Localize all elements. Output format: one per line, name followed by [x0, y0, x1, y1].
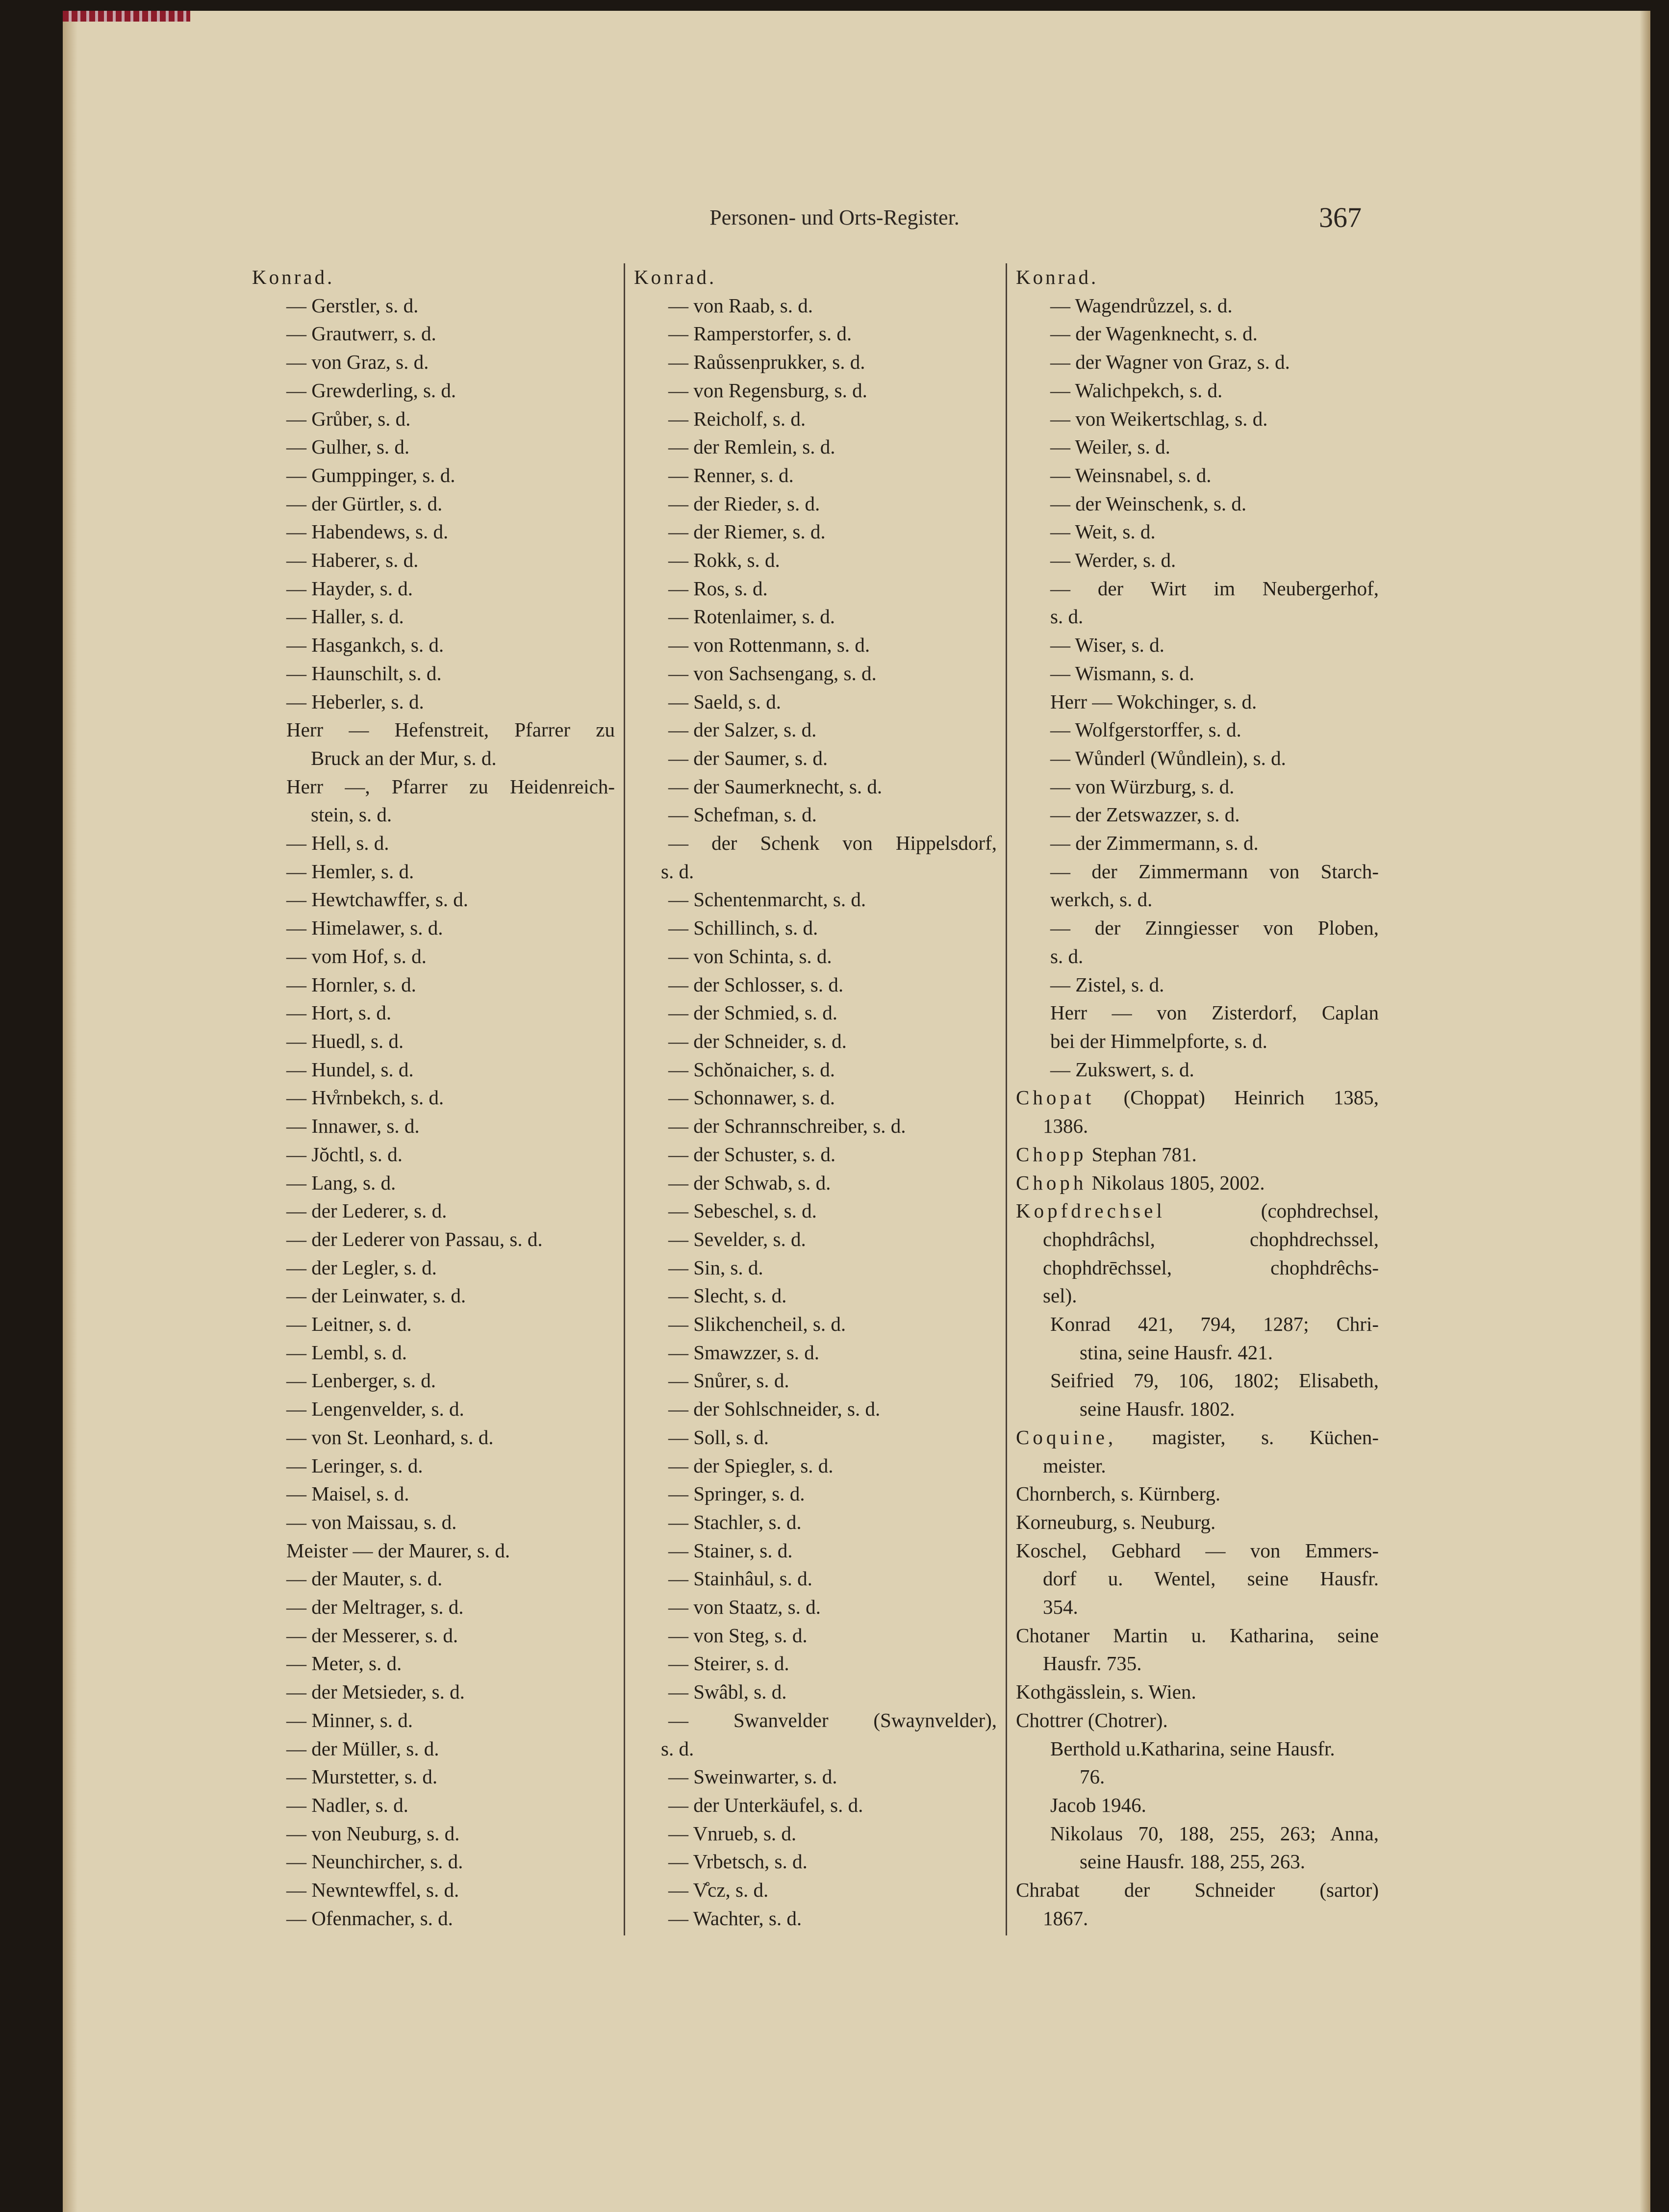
index-entry: — von Raab, s. d. — [668, 294, 813, 317]
index-entry: — Gumppinger, s. d. — [286, 463, 455, 486]
index-entry: — von Steg, s. d. — [668, 1624, 808, 1647]
index-column-2 — [634, 263, 997, 1932]
index-entry: — Gulher, s. d. — [286, 435, 410, 458]
index-entry: — der Unterkäufel, s. d. — [668, 1793, 863, 1816]
index-entry: — der Metsieder, s. d. — [286, 1680, 465, 1703]
index-headword-entry: Kopfdrechsel (cophdrechsel, — [1016, 1199, 1379, 1222]
index-entry: — der Wirt im Neubergerhof, — [1050, 577, 1379, 600]
index-entry-continuation: werkch, s. d. — [1050, 888, 1153, 911]
index-entry-continuation: s. d. — [661, 860, 694, 883]
index-entry: — Newntewffel, s. d. — [286, 1879, 459, 1902]
index-entry: — der Schrannschreiber, s. d. — [668, 1115, 906, 1138]
index-entry: — Meter, s. d. — [286, 1652, 402, 1675]
index-entry: — Innawer, s. d. — [286, 1115, 420, 1138]
headword: Koschel, — [1016, 1539, 1087, 1562]
index-entry-continuation: bei der Himmelpforte, s. d. — [1050, 1029, 1267, 1052]
index-entry: — der Salzer, s. d. — [668, 718, 817, 741]
index-entry: — Springer, s. d. — [668, 1482, 805, 1505]
column-heading: Konrad. — [634, 266, 717, 288]
index-subentry: Berthold u.Katharina, seine Hausfr. — [1050, 1737, 1335, 1760]
index-subentry: Jacob 1946. — [1050, 1793, 1146, 1816]
index-entry: — Haunschilt, s. d. — [286, 661, 442, 685]
headword: Coquine, — [1016, 1425, 1117, 1449]
index-entry: — der Schlosser, s. d. — [668, 973, 844, 996]
index-entry: — Grautwerr, s. d. — [286, 322, 436, 345]
index-entry: — Maisel, s. d. — [286, 1482, 409, 1505]
index-entry: — Nadler, s. d. — [286, 1793, 408, 1816]
index-entry: — Saeld, s. d. — [668, 690, 782, 713]
index-entry-continuation: Bruck an der Mur, s. d. — [311, 746, 497, 769]
index-headword-entry: Coquine, magister, s. Küchen- — [1016, 1425, 1379, 1449]
index-entry: — Wůnderl (Wůndlein), s. d. — [1050, 746, 1286, 769]
column-heading: Konrad. — [252, 266, 335, 288]
index-entry: — Hayder, s. d. — [286, 577, 413, 600]
column-heading: Konrad. — [1016, 266, 1099, 288]
index-entry: — der Legler, s. d. — [286, 1256, 437, 1279]
index-entry: — Wachter, s. d. — [668, 1907, 802, 1930]
index-entry: — Ramperstorfer, s. d. — [668, 322, 852, 345]
index-entry: — der Remlein, s. d. — [668, 435, 835, 458]
index-entry: — Swâbl, s. d. — [668, 1680, 787, 1703]
index-entry: — Himelawer, s. d. — [286, 916, 443, 940]
index-entry-continuation: stein, s. d. — [311, 803, 392, 826]
index-entry: — Sevelder, s. d. — [668, 1227, 806, 1250]
index-entry: — der Lederer, s. d. — [286, 1199, 447, 1222]
index-entry: Herr — Wokchinger, s. d. — [1050, 690, 1257, 713]
index-entry: — Grewderling, s. d. — [286, 379, 456, 402]
index-entry: — der Schuster, s. d. — [668, 1143, 836, 1166]
index-entry: — Heberler, s. d. — [286, 690, 424, 713]
index-entry: — Ofenmacher, s. d. — [286, 1907, 453, 1930]
index-entry: — von Sachsengang, s. d. — [668, 661, 877, 685]
index-entry-continuation: sel). — [1043, 1284, 1077, 1307]
index-entry: — der Riemer, s. d. — [668, 520, 826, 543]
index-entry: — Haller, s. d. — [286, 605, 404, 628]
index-entry-continuation: 354. — [1043, 1596, 1078, 1619]
index-entry: — der Wagner von Graz, s. d. — [1050, 351, 1290, 374]
index-subentry: Seifried 79, 106, 1802; Elisabeth, — [1050, 1369, 1379, 1392]
index-headword-entry: Chopp Stephan 781. — [1016, 1143, 1197, 1166]
headword: Chotaner — [1016, 1624, 1090, 1647]
index-entry: — der Meltrager, s. d. — [286, 1596, 464, 1619]
index-entry: Herr — von Zisterdorf, Caplan — [1050, 1001, 1379, 1024]
index-entry: — Schentenmarcht, s. d. — [668, 888, 866, 911]
index-entry: — Walichpekch, s. d. — [1050, 379, 1223, 402]
index-entry: — V̊cz, s. d. — [668, 1879, 769, 1902]
index-entry: — Hort, s. d. — [286, 1001, 392, 1024]
index-entry: — Gerstler, s. d. — [286, 294, 419, 317]
index-entry-continuation: s. d. — [1050, 944, 1084, 967]
index-entry: — Hewtchawffer, s. d. — [286, 888, 469, 911]
index-entry: — Slikchencheil, s. d. — [668, 1313, 846, 1336]
index-entry: — von Neuburg, s. d. — [286, 1822, 460, 1845]
running-head: Personen- und Orts-Register. — [709, 205, 960, 229]
index-entry-continuation: chophdrâchsl, chophdrechssel, — [1043, 1227, 1379, 1250]
index-entry: — der Spiegler, s. d. — [668, 1454, 834, 1477]
index-entry-continuation: Hausfr. 735. — [1043, 1652, 1142, 1675]
index-entry: — Minner, s. d. — [286, 1708, 413, 1731]
index-entry: — von St. Leonhard, s. d. — [286, 1425, 494, 1449]
index-entry-continuation: 1386. — [1043, 1115, 1088, 1138]
index-entry: — der Schenk von Hippelsdorf, — [668, 832, 997, 855]
index-entry: — Stachler, s. d. — [668, 1510, 802, 1533]
column-rule-left — [624, 263, 625, 1935]
index-entry: — Leitner, s. d. — [286, 1313, 412, 1336]
index-entry: — Hell, s. d. — [286, 832, 389, 855]
index-entry: — Wolfgerstorffer, s. d. — [1050, 718, 1241, 741]
index-entry: — der Mauter, s. d. — [286, 1567, 443, 1590]
index-entry: — Zukswert, s. d. — [1050, 1058, 1194, 1081]
index-entry: — der Sohlschneider, s. d. — [668, 1398, 881, 1421]
index-entry: — Hemler, s. d. — [286, 860, 414, 883]
index-headword-entry: Chottrer (Chotrer). — [1016, 1708, 1168, 1731]
index-entry: — Weiler, s. d. — [1050, 435, 1170, 458]
headword: Korneuburg, — [1016, 1510, 1118, 1533]
index-entry: — Lenberger, s. d. — [286, 1369, 436, 1392]
index-entry: — Wiser, s. d. — [1050, 634, 1164, 657]
index-entry: — Smawzzer, s. d. — [668, 1341, 820, 1364]
index-entry: — Vnrueb, s. d. — [668, 1822, 797, 1845]
index-entry: — Jŏchtl, s. d. — [286, 1143, 403, 1166]
index-entry: — Ros, s. d. — [668, 577, 768, 600]
column-rule-right — [1006, 263, 1007, 1935]
headword: Chornberch, — [1016, 1482, 1116, 1505]
index-entry: — Haberer, s. d. — [286, 549, 419, 572]
headword: Kothgässlein, — [1016, 1680, 1126, 1703]
index-entry: — der Saumer, s. d. — [668, 746, 828, 769]
index-entry-continuation: 1867. — [1043, 1907, 1088, 1930]
index-entry: Meister — der Maurer, s. d. — [286, 1539, 510, 1562]
index-headword-entry: Kothgässlein, s. Wien. — [1016, 1680, 1196, 1703]
index-entry: — Stainhâul, s. d. — [668, 1567, 812, 1590]
index-entry-continuation: s. d. — [661, 1737, 694, 1760]
index-entry: — von Weikertschlag, s. d. — [1050, 407, 1268, 430]
index-subentry: Nikolaus 70, 188, 255, 263; Anna, — [1050, 1822, 1379, 1845]
index-entry: — Murstetter, s. d. — [286, 1765, 438, 1788]
index-entry: — der Zinngiesser von Ploben, — [1050, 916, 1379, 940]
index-entry-continuation: chophdrēchssel, chophdrêchs- — [1043, 1256, 1379, 1279]
index-entry: — der Weinschenk, s. d. — [1050, 492, 1247, 515]
index-entry: — Reicholf, s. d. — [668, 407, 806, 430]
index-headword-entry: Koschel, Gebhard — von Emmers- — [1016, 1539, 1379, 1562]
index-entry: — Huedl, s. d. — [286, 1029, 404, 1052]
index-entry: — der Zimmermann von Starch- — [1050, 860, 1379, 883]
index-entry: — Werder, s. d. — [1050, 549, 1176, 572]
headword: Choph — [1016, 1171, 1087, 1194]
index-headword-entry: Choph Nikolaus 1805, 2002. — [1016, 1171, 1265, 1194]
index-entry: — Hornler, s. d. — [286, 973, 416, 996]
index-column-3 — [1016, 263, 1379, 1932]
index-entry: — der Zimmermann, s. d. — [1050, 832, 1259, 855]
index-entry: — der Leinwater, s. d. — [286, 1284, 466, 1307]
index-entry: — Snůrer, s. d. — [668, 1369, 789, 1392]
index-entry: — Lembl, s. d. — [286, 1341, 407, 1364]
index-entry: — Habendews, s. d. — [286, 520, 449, 543]
index-entry-continuation: 76. — [1080, 1765, 1105, 1788]
index-headword-entry: Chornberch, s. Kürnberg. — [1016, 1482, 1221, 1505]
index-entry: — Weit, s. d. — [1050, 520, 1156, 543]
index-entry: — Wismann, s. d. — [1050, 661, 1194, 685]
index-entry: — Lang, s. d. — [286, 1171, 396, 1194]
index-entry: — Raůssenprukker, s. d. — [668, 351, 865, 374]
index-entry: — Vrbetsch, s. d. — [668, 1850, 808, 1873]
index-entry: — Rokk, s. d. — [668, 549, 780, 572]
index-entry: — der Gürtler, s. d. — [286, 492, 443, 515]
index-entry: — von Staatz, s. d. — [668, 1596, 821, 1619]
binding-edge-strip — [63, 11, 190, 22]
index-entry: — der Saumerknecht, s. d. — [668, 775, 883, 798]
headword: Kopfdrechsel — [1016, 1199, 1165, 1222]
index-entry: — Neunchircher, s. d. — [286, 1850, 463, 1873]
headword: Chrabat — [1016, 1879, 1080, 1902]
index-entry: — Stainer, s. d. — [668, 1539, 793, 1562]
index-headword-entry: Korneuburg, s. Neuburg. — [1016, 1510, 1216, 1533]
index-entry: — Hv̊rnbekch, s. d. — [286, 1086, 444, 1109]
index-entry: — der Schmied, s. d. — [668, 1001, 838, 1024]
index-entry: — Leringer, s. d. — [286, 1454, 423, 1477]
index-entry: — Schŏnaicher, s. d. — [668, 1058, 835, 1081]
index-entry: — der Messerer, s. d. — [286, 1624, 458, 1647]
index-entry: — Steirer, s. d. — [668, 1652, 789, 1675]
index-entry: Herr —, Pfarrer zu Heidenreich- — [286, 775, 615, 798]
index-entry: — Grůber, s. d. — [286, 407, 411, 430]
index-entry: — vom Hof, s. d. — [286, 944, 427, 967]
index-entry: — der Wagenknecht, s. d. — [1050, 322, 1258, 345]
index-entry: — der Müller, s. d. — [286, 1737, 439, 1760]
page-number: 367 — [1319, 202, 1362, 233]
index-entry: — Sebeschel, s. d. — [668, 1199, 817, 1222]
index-entry: — von Graz, s. d. — [286, 351, 429, 374]
index-entry: — Hasgankch, s. d. — [286, 634, 444, 657]
index-entry: Herr — Hefenstreit, Pfarrer zu — [286, 718, 615, 741]
headword: Chopat — [1016, 1086, 1095, 1109]
index-entry: — Soll, s. d. — [668, 1425, 769, 1449]
index-column-1 — [252, 263, 615, 1932]
index-entry: — von Schinta, s. d. — [668, 944, 832, 967]
index-subentry: Konrad 421, 794, 1287; Chri- — [1050, 1313, 1379, 1336]
index-entry: — Schonnawer, s. d. — [668, 1086, 835, 1109]
index-entry: — Renner, s. d. — [668, 463, 794, 486]
index-entry: — der Rieder, s. d. — [668, 492, 820, 515]
index-entry: — der Schwab, s. d. — [668, 1171, 831, 1194]
index-entry: — von Maissau, s. d. — [286, 1510, 457, 1533]
index-entry: — von Rottenmann, s. d. — [668, 634, 870, 657]
index-entry: — Rotenlaimer, s. d. — [668, 605, 835, 628]
index-entry-continuation: s. d. — [1050, 605, 1084, 628]
index-entry: — Weinsnabel, s. d. — [1050, 463, 1212, 486]
index-entry: — der Zetswazzer, s. d. — [1050, 803, 1240, 826]
index-entry: — der Schneider, s. d. — [668, 1029, 847, 1052]
index-entry-continuation: meister. — [1043, 1454, 1106, 1477]
index-entry: — der Lederer von Passau, s. d. — [286, 1227, 543, 1250]
index-entry: — Schefman, s. d. — [668, 803, 817, 826]
index-entry: — Wagendrůzzel, s. d. — [1050, 294, 1233, 317]
index-headword-entry: Chopat (Choppat) Heinrich 1385, — [1016, 1086, 1379, 1109]
index-entry: — Swanvelder (Swaynvelder), — [668, 1708, 997, 1731]
index-entry: — Lengenvelder, s. d. — [286, 1398, 464, 1421]
index-entry: — von Regensburg, s. d. — [668, 379, 867, 402]
headword: Chopp — [1016, 1143, 1087, 1166]
index-entry-continuation: seine Hausfr. 1802. — [1080, 1398, 1235, 1421]
index-entry-continuation: seine Hausfr. 188, 255, 263. — [1080, 1850, 1306, 1873]
index-headword-entry: Chotaner Martin u. Katharina, seine — [1016, 1624, 1379, 1647]
index-headword-entry: Chrabat der Schneider (sartor) — [1016, 1879, 1379, 1902]
index-entry: — Hundel, s. d. — [286, 1058, 414, 1081]
index-entry-continuation: stina, seine Hausfr. 421. — [1080, 1341, 1273, 1364]
index-entry: — von Würzburg, s. d. — [1050, 775, 1235, 798]
headword: Chottrer — [1016, 1708, 1083, 1731]
index-entry: — Slecht, s. d. — [668, 1284, 787, 1307]
index-entry-continuation: dorf u. Wentel, seine Hausfr. — [1043, 1567, 1379, 1590]
index-entry: — Sin, s. d. — [668, 1256, 763, 1279]
index-entry: — Sweinwarter, s. d. — [668, 1765, 837, 1788]
index-entry: — Zistel, s. d. — [1050, 973, 1164, 996]
index-entry: — Schillinch, s. d. — [668, 916, 818, 940]
